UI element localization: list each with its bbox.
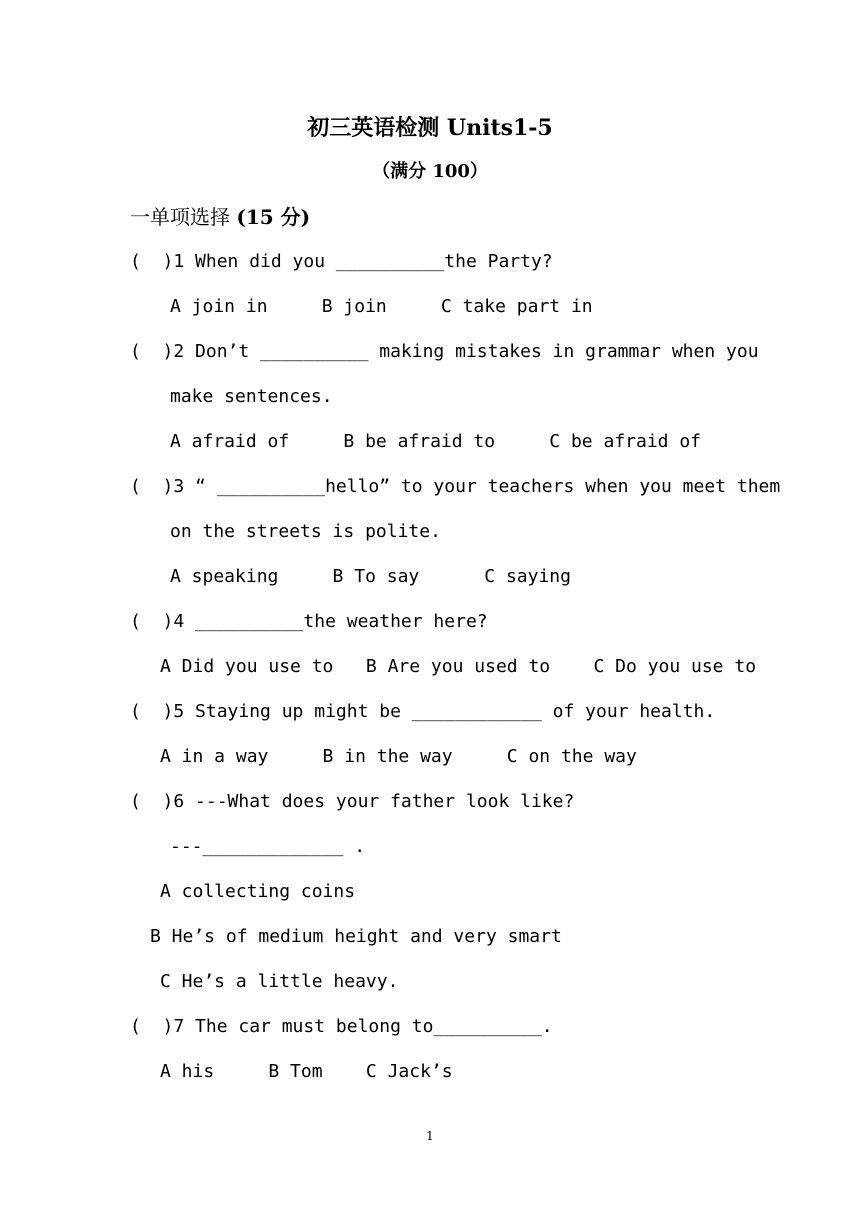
question-4-stem: ( )4 __________the weather here? — [130, 611, 488, 632]
exam-title: 初三英语检测 Units1-5 — [307, 115, 553, 141]
section-heading — [130, 204, 310, 230]
question-2-stem: ( )2 Don’t __________ making mistakes in grammar when you — [130, 341, 759, 362]
question-7-stem: ( )7 The car must belong to__________. — [130, 1016, 553, 1037]
question-7-options: A his B Tom C Jack’s — [160, 1061, 453, 1082]
page-number: 1 — [426, 1129, 434, 1143]
question-2-stem-continued: make sentences. — [170, 386, 333, 407]
exam-subtitle: （满分 100） — [372, 161, 488, 182]
question-1-options: A join in B join C take part in — [170, 296, 593, 317]
question-2-options: A afraid of B be afraid to C be afraid of — [170, 431, 702, 452]
question-3-stem-continued: on the streets is polite. — [170, 521, 441, 542]
question-6-stem: ( )6 ---What does your father look like? — [130, 791, 575, 812]
question-6-option-b: B He’s of medium height and very smart — [150, 926, 562, 947]
question-6-option-a: A collecting coins — [160, 881, 356, 902]
section-heading-score: (15 分) — [236, 205, 311, 229]
question-3-stem: ( )3 “ __________hello” to your teachers when you meet them — [130, 476, 781, 497]
question-1-stem: ( )1 When did you __________the Party? — [130, 251, 553, 272]
question-5-options: A in a way B in the way C on the way — [160, 746, 637, 767]
question-3-options: A speaking B To say C saying — [170, 566, 571, 587]
section-heading-title: 一单项选择 — [130, 205, 237, 229]
question-6-option-c: C He’s a little heavy. — [160, 971, 399, 992]
question-4-options: A Did you use to B Are you used to C Do you use to — [160, 656, 757, 677]
question-5-stem: ( )5 Staying up might be ____________ of your health. — [130, 701, 716, 722]
question-6-answer-line: ---_____________ . — [170, 836, 366, 857]
